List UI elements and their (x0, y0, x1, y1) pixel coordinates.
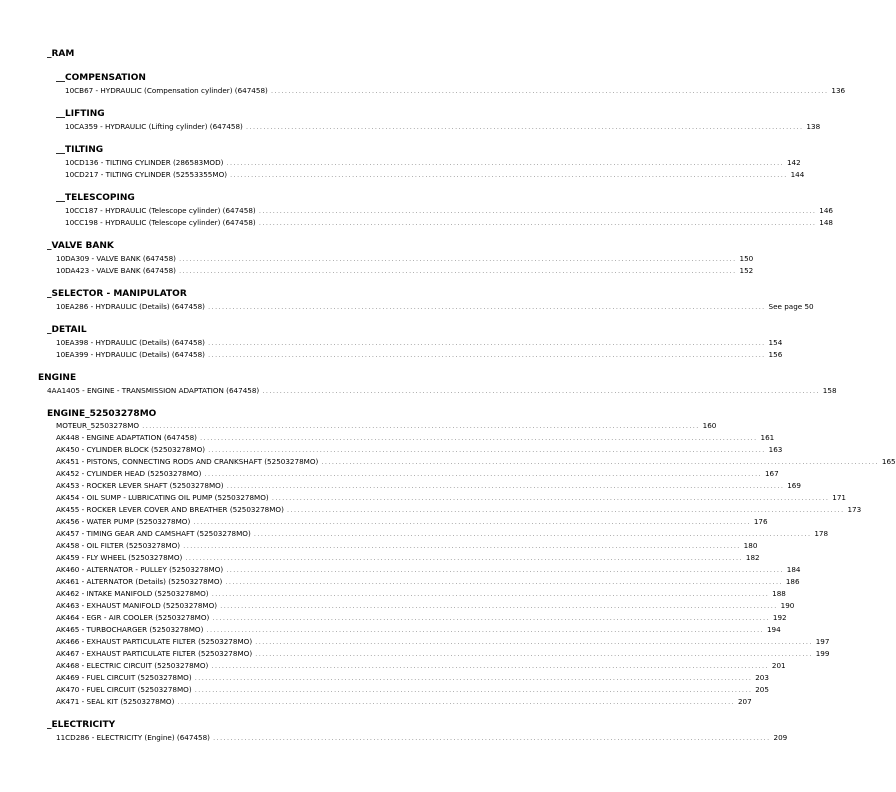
dot-leader: ................................................................................................................................................................ (207, 350, 766, 359)
entry-title: AK469 - FUEL CIRCUIT (52503278MO) (56, 673, 192, 682)
entry-page: 142 (786, 158, 801, 167)
section-heading: _ELECTRICITY (47, 720, 116, 730)
entry-page: 186 (785, 577, 800, 586)
entry-title: AK454 - OIL SUMP - LUBRICATING OIL PUMP (52503278MO) (56, 493, 269, 502)
entry-page: 163 (768, 445, 783, 454)
dot-leader: ................................................................................................................................................................ (199, 433, 758, 442)
dot-leader: ................................................................................................................................................................ (255, 637, 813, 646)
entry-title: AK461 - ALTERNATOR (Details) (52503278MO) (56, 577, 223, 586)
entry-page: 192 (772, 613, 787, 622)
entry-title: 10EA398 - HYDRAULIC (Details) (647458) (56, 338, 205, 347)
section-heading: _SELECTOR - MANIPULATOR (47, 289, 187, 299)
entry-page: 201 (771, 661, 786, 670)
dot-leader: ................................................................................................................................................................ (183, 541, 741, 550)
entry-page: 188 (772, 589, 786, 598)
toc-entry[interactable] (56, 589, 786, 599)
dot-leader: ................................................................................................................................................................ (258, 206, 817, 215)
dot-leader: ................................................................................................................................................................ (207, 302, 766, 311)
dot-leader: ................................................................................................................................................................ (245, 122, 804, 131)
toc-entry[interactable] (56, 733, 788, 743)
toc-entry[interactable] (56, 445, 783, 455)
entry-title: AK457 - TIMING GEAR AND CAMSHAFT (52503278MO) (56, 529, 251, 538)
dot-leader: ................................................................................................................................................................ (286, 505, 845, 514)
section-heading: __COMPENSATION (56, 73, 146, 83)
entry-title: 10CA359 - HYDRAULIC (Lifting cylinder) (647458) (65, 122, 243, 131)
entry-title: AK456 - WATER PUMP (52503278MO) (56, 517, 191, 526)
entry-title: AK466 - EXHAUST PARTICULATE FILTER (52503278MO) (56, 637, 253, 646)
dot-leader: ................................................................................................................................................................ (225, 577, 783, 586)
toc-entry[interactable] (56, 541, 758, 551)
dot-leader: ................................................................................................................................................................ (194, 673, 753, 682)
entry-page: 209 (773, 733, 788, 742)
entry-page: 158 (822, 386, 837, 395)
toc-entry[interactable] (56, 421, 717, 431)
chapter-heading: ENGINE (38, 373, 77, 383)
section-heading: _VALVE BANK (47, 241, 114, 251)
entry-page: 176 (753, 517, 768, 526)
toc-entry[interactable] (65, 158, 801, 168)
entry-title: 10CC198 - HYDRAULIC (Telescope cylinder) (647458) (65, 218, 256, 227)
entry-title: AK464 - EGR - AIR COOLER (52503278MO) (56, 613, 210, 622)
toc-entry[interactable] (56, 661, 786, 671)
toc-entry[interactable] (56, 565, 801, 575)
toc-entry[interactable] (65, 218, 833, 228)
toc-entry[interactable] (56, 493, 846, 503)
entry-title: AK470 - FUEL CIRCUIT (52503278MO) (56, 685, 192, 694)
entry-title: 10CC187 - HYDRAULIC (Telescope cylinder) (647458) (65, 206, 256, 215)
toc-entry[interactable] (56, 266, 754, 276)
entry-title: AK460 - ALTERNATOR - PULLEY (52503278MO) (56, 565, 224, 574)
entry-page: 138 (806, 122, 821, 131)
entry-page: 197 (815, 637, 830, 646)
dot-leader: ................................................................................................................................................................ (194, 685, 753, 694)
section-heading: ENGINE_52503278MO (47, 409, 157, 419)
entry-page: 190 (780, 601, 795, 610)
toc-entry[interactable] (56, 685, 769, 695)
entry-title: AK453 - ROCKER LEVER SHAFT (52503278MO) (56, 481, 224, 490)
dot-leader: ................................................................................................................................................................ (211, 589, 770, 598)
section-heading: _DETAIL (47, 325, 87, 335)
toc-entry[interactable] (56, 302, 814, 312)
toc-entry[interactable] (56, 529, 829, 539)
dot-leader: ................................................................................................................................................................ (226, 481, 785, 490)
entry-title: 10CB67 - HYDRAULIC (Compensation cylinder) (647458) (65, 86, 268, 95)
toc-entry[interactable] (56, 601, 795, 611)
toc-entry[interactable] (56, 338, 783, 348)
dot-leader: ................................................................................................................................................................ (258, 218, 817, 227)
entry-page: 169 (787, 481, 801, 490)
entry-title: AK458 - OIL FILTER (52503278MO) (56, 541, 181, 550)
dot-leader: ................................................................................................................................................................ (206, 625, 764, 634)
entry-page: 173 (847, 505, 862, 514)
entry-page: 144 (790, 170, 805, 179)
dot-leader: ................................................................................................................................................................ (226, 565, 784, 574)
toc-entry[interactable] (65, 86, 846, 96)
entry-page: 161 (760, 433, 775, 442)
entry-page: 154 (768, 338, 783, 347)
dot-leader: ................................................................................................................................................................ (208, 445, 766, 454)
entry-title: AK471 - SEAL KIT (52503278MO) (56, 697, 175, 706)
entry-title: 10CD136 - TILTING CYLINDER (286583MOD) (65, 158, 224, 167)
toc-entry[interactable] (65, 122, 821, 132)
dot-leader: ................................................................................................................................................................ (211, 661, 769, 670)
dot-leader: ................................................................................................................................................................ (230, 170, 788, 179)
dot-leader: ................................................................................................................................................................ (220, 601, 778, 610)
entry-page: 171 (832, 493, 846, 502)
entry-title: AK465 - TURBOCHARGER (52503278MO) (56, 625, 204, 634)
dot-leader: ................................................................................................................................................................ (142, 421, 700, 430)
entry-title: 10EA286 - HYDRAULIC (Details) (647458) (56, 302, 205, 311)
entry-page: 199 (815, 649, 830, 658)
entry-page: 156 (768, 350, 783, 359)
entry-page: 207 (737, 697, 752, 706)
entry-page: 178 (814, 529, 829, 538)
entry-page: 136 (831, 86, 846, 95)
section-heading: __TILTING (56, 145, 104, 155)
entry-page: 150 (739, 254, 754, 263)
dot-leader: ................................................................................................................................................................ (212, 613, 770, 622)
entry-title: AK452 - CYLINDER HEAD (52503278MO) (56, 469, 202, 478)
entry-title: AK450 - CYLINDER BLOCK (52503278MO) (56, 445, 206, 454)
section-heading: _RAM (47, 49, 75, 59)
entry-page: 203 (755, 673, 769, 682)
dot-leader: ................................................................................................................................................................ (271, 493, 830, 502)
toc-entry[interactable] (56, 625, 781, 635)
dot-leader: ................................................................................................................................................................ (177, 697, 735, 706)
entry-page: 167 (764, 469, 779, 478)
entry-title: 4AA1405 - ENGINE - TRANSMISSION ADAPTATION (647458) (47, 386, 260, 395)
entry-page: 146 (819, 206, 833, 215)
entry-page: 165 (881, 457, 896, 466)
entry-title: 10DA309 - VALVE BANK (647458) (56, 254, 176, 263)
entry-title: AK463 - EXHAUST MANIFOLD (52503278MO) (56, 601, 218, 610)
toc-entry[interactable] (56, 254, 754, 264)
toc-entry[interactable] (56, 481, 801, 491)
entry-page: See page 50 (768, 302, 814, 311)
toc-entry[interactable] (56, 457, 896, 467)
entry-title: 10CD217 - TILTING CYLINDER (52553355MO) (65, 170, 228, 179)
entry-title: MOTEUR_52503278MO (56, 421, 140, 430)
toc-entry[interactable] (56, 637, 830, 647)
toc-entry[interactable] (56, 433, 775, 443)
toc-entry[interactable] (65, 206, 833, 216)
dot-leader: ................................................................................................................................................................ (270, 86, 829, 95)
toc-entry[interactable] (56, 505, 862, 515)
dot-leader: ................................................................................................................................................................ (207, 338, 766, 347)
dot-leader: ................................................................................................................................................................ (255, 649, 813, 658)
entry-page: 160 (702, 421, 717, 430)
dot-leader: ................................................................................................................................................................ (212, 733, 771, 742)
entry-title: AK459 - FLY WHEEL (52503278MO) (56, 553, 183, 562)
entry-page: 182 (745, 553, 760, 562)
dot-leader: ................................................................................................................................................................ (321, 457, 879, 466)
entry-title: AK467 - EXHAUST PARTICULATE FILTER (52503278MO) (56, 649, 253, 658)
toc-entry[interactable] (56, 673, 769, 683)
toc-entry[interactable] (56, 697, 752, 707)
dot-leader: ................................................................................................................................................................ (253, 529, 812, 538)
entry-title: 11CD286 - ELECTRICITY (Engine) (647458) (56, 733, 210, 742)
section-heading: __LIFTING (56, 109, 105, 119)
dot-leader: ................................................................................................................................................................ (193, 517, 751, 526)
entry-page: 148 (819, 218, 833, 227)
section-heading: __TELESCOPING (56, 193, 135, 203)
entry-page: 184 (786, 565, 801, 574)
dot-leader: ................................................................................................................................................................ (226, 158, 784, 167)
entry-title: AK468 - ELECTRIC CIRCUIT (52503278MO) (56, 661, 209, 670)
entry-title: AK455 - ROCKER LEVER COVER AND BREATHER (52503278MO) (56, 505, 284, 514)
toc-entry[interactable] (56, 577, 800, 587)
entry-page: 194 (766, 625, 781, 634)
toc-entry[interactable] (47, 386, 837, 396)
toc-entry[interactable] (65, 170, 805, 180)
entry-title: AK448 - ENGINE ADAPTATION (647458) (56, 433, 197, 442)
toc-entry[interactable] (56, 553, 760, 563)
toc-entry[interactable] (56, 613, 787, 623)
entry-title: AK451 - PISTONS, CONNECTING RODS AND CRANKSHAFT (52503278MO) (56, 457, 319, 466)
entry-page: 180 (743, 541, 758, 550)
entry-title: 10EA399 - HYDRAULIC (Details) (647458) (56, 350, 205, 359)
dot-leader: ................................................................................................................................................................ (185, 553, 743, 562)
entry-title: 10DA423 - VALVE BANK (647458) (56, 266, 176, 275)
dot-leader: ................................................................................................................................................................ (262, 386, 820, 395)
entry-title: AK462 - INTAKE MANIFOLD (52503278MO) (56, 589, 209, 598)
dot-leader: ................................................................................................................................................................ (178, 266, 737, 275)
toc-entry[interactable] (56, 350, 783, 360)
toc-entry[interactable] (56, 517, 768, 527)
toc-entry[interactable] (56, 649, 830, 659)
toc-entry[interactable] (56, 469, 779, 479)
entry-page: 152 (739, 266, 754, 275)
entry-page: 205 (755, 685, 769, 694)
dot-leader: ................................................................................................................................................................ (178, 254, 737, 263)
dot-leader: ................................................................................................................................................................ (204, 469, 762, 478)
